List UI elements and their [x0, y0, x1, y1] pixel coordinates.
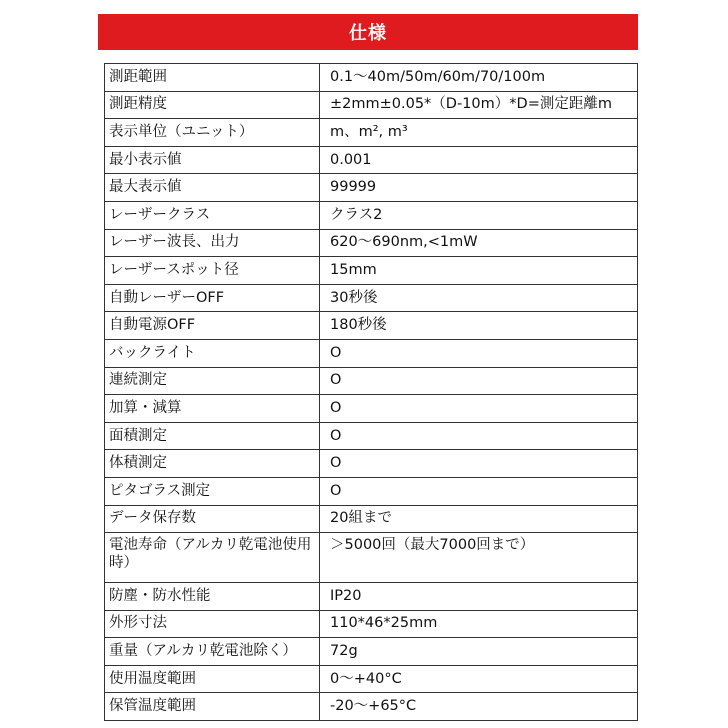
table-row	[105, 610, 638, 638]
table-row	[105, 395, 638, 423]
table-row	[105, 583, 638, 611]
spec-label: 使用温度範囲	[105, 665, 320, 693]
spec-value: 20組まで	[320, 505, 638, 533]
table-row	[105, 505, 638, 533]
table-row	[105, 119, 638, 147]
table-row	[105, 422, 638, 450]
spec-label: 保管温度範囲	[105, 693, 320, 721]
spec-label: 加算・減算	[105, 395, 320, 423]
spec-value: O	[320, 450, 638, 478]
spec-label: 体積測定	[105, 450, 320, 478]
table-row	[105, 257, 638, 285]
spec-value: クラス2	[320, 201, 638, 229]
spec-label: 防塵・防水性能	[105, 583, 320, 611]
spec-label: 外形寸法	[105, 610, 320, 638]
table-row	[105, 312, 638, 340]
spec-value: O	[320, 477, 638, 505]
spec-label: レーザークラス	[105, 201, 320, 229]
spec-value: 99999	[320, 174, 638, 202]
spec-value: O	[320, 422, 638, 450]
table-row	[105, 693, 638, 721]
table-row	[105, 64, 638, 92]
table-row	[105, 533, 638, 583]
table-row	[105, 91, 638, 119]
spec-value: O	[320, 339, 638, 367]
spec-value: 180秒後	[320, 312, 638, 340]
spec-label: 電池寿命（アルカリ乾電池使用時）	[105, 533, 320, 583]
table-row	[105, 638, 638, 666]
spec-value: O	[320, 395, 638, 423]
spec-value: 15mm	[320, 257, 638, 285]
spec-value: 0～+40°C	[320, 665, 638, 693]
spec-label: レーザー波長、出力	[105, 229, 320, 257]
spec-label: バックライト	[105, 339, 320, 367]
table-row	[105, 284, 638, 312]
table-row	[105, 450, 638, 478]
spec-label: 最小表示値	[105, 146, 320, 174]
spec-label: ピタゴラス測定	[105, 477, 320, 505]
table-row	[105, 367, 638, 395]
table-row	[105, 174, 638, 202]
spec-value: 0.001	[320, 146, 638, 174]
table-row	[105, 229, 638, 257]
spec-table	[104, 63, 638, 721]
spec-value: -20～+65°C	[320, 693, 638, 721]
spec-value: O	[320, 367, 638, 395]
spec-label: 自動レーザーOFF	[105, 284, 320, 312]
spec-value: m、m², m³	[320, 119, 638, 147]
spec-label: 表示単位（ユニット）	[105, 119, 320, 147]
spec-value: 72g	[320, 638, 638, 666]
spec-label: 面積測定	[105, 422, 320, 450]
spec-label: レーザースポット径	[105, 257, 320, 285]
spec-label: 測距範囲	[105, 64, 320, 92]
spec-value: ±2mm±0.05*（D-10m）*D=測定距離m	[320, 91, 638, 119]
spec-label: 自動電源OFF	[105, 312, 320, 340]
spec-value: IP20	[320, 583, 638, 611]
table-row	[105, 665, 638, 693]
spec-label: 最大表示値	[105, 174, 320, 202]
table-row	[105, 339, 638, 367]
spec-value: ＞5000回（最大7000回まで）	[320, 533, 638, 583]
section-title: 仕様	[98, 14, 638, 50]
spec-value: 620～690nm,<1mW	[320, 229, 638, 257]
spec-label: 重量（アルカリ乾電池除く）	[105, 638, 320, 666]
spec-label: 連続測定	[105, 367, 320, 395]
spec-value: 110*46*25mm	[320, 610, 638, 638]
table-row	[105, 146, 638, 174]
table-row	[105, 201, 638, 229]
spec-value: 0.1～40m/50m/60m/70/100m	[320, 64, 638, 92]
spec-label: 測距精度	[105, 91, 320, 119]
spec-value: 30秒後	[320, 284, 638, 312]
table-row	[105, 477, 638, 505]
spec-label: データ保存数	[105, 505, 320, 533]
